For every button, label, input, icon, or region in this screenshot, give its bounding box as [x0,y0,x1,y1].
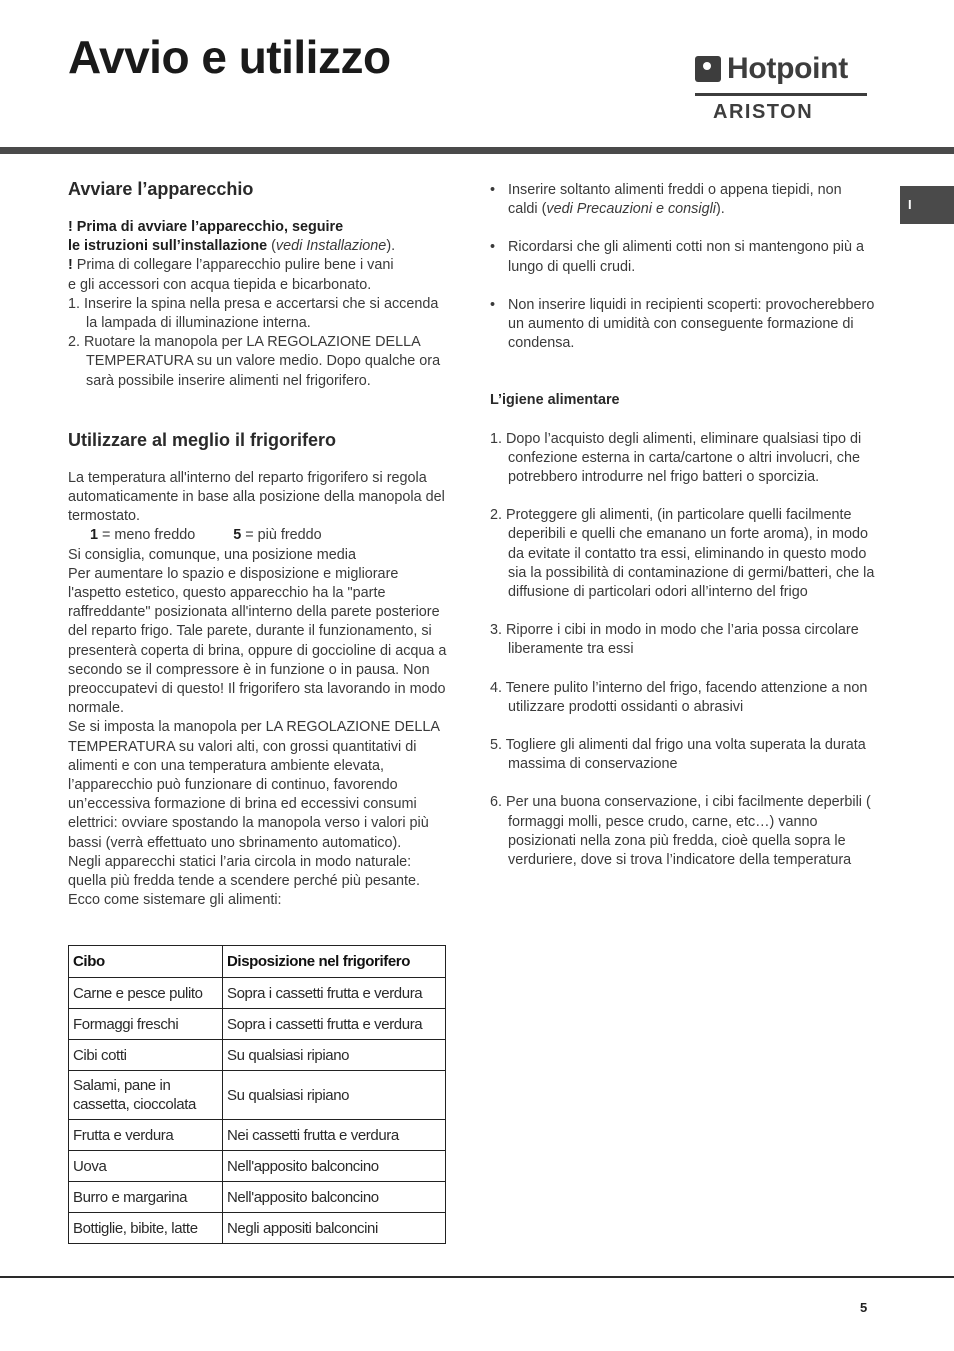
table-row [69,1213,446,1244]
warning-clean-mark: ! [68,257,73,274]
table-cell-food: Carne e pesce pulito [69,978,223,1009]
use-para-5: Negli apparecchi statici l’aria circola in modo naturale: quella più fredda tende a scendere perché più pesante. Ecco come sistemare gli alimenti: [68,853,421,909]
warning-clean [68,256,448,294]
table-row [69,1120,446,1151]
table-row [69,1182,446,1213]
page-title: Avvio e utilizzo [68,31,391,83]
thermostat-scale [68,526,448,545]
warning-install-bold-a: ! Prima di avviare l’apparecchio, seguire [68,219,344,235]
food-placement-table [68,945,446,1244]
table-cell-placement: Nell'apposito balconcino [223,1151,446,1182]
table-cell-placement: Sopra i cassetti frutta e verdura [223,978,446,1009]
table-header-row [69,946,446,978]
table-cell-food: Salami, pane in cassetta, cioccolata [69,1071,223,1120]
warning-clean-text-b: e gli accessori con acqua tiepida e bicarbonato. [68,276,372,293]
table-row [69,1040,446,1071]
table-cell-placement: Su qualsiasi ripiano [223,1071,446,1120]
table-cell-food: Frutta e verdura [69,1120,223,1151]
page-number: 5 [860,1300,868,1315]
footer-divider [0,1276,954,1278]
logo-sub-text: ARISTON [713,101,814,123]
header-divider-bar [0,147,954,154]
start-step-1: 1. Inserire la spina nella presa e accertarsi che si accenda la lampada di illuminazione interna. [68,295,439,332]
bullet-icon: • [490,182,496,198]
table-cell-food: Cibi cotti [69,1040,223,1071]
brand-logo [693,52,869,124]
table-cell-food: Burro e margarina [69,1182,223,1213]
logo-brand-text: Hotpoint [727,52,848,85]
tip-bullet-1 [490,181,875,219]
table-row [69,1009,446,1040]
hygiene-item: 6. Per una buona conservazione, i cibi facilmente deperbili ( formaggi molli, pesce crudo, carne, etc…) vanno posizionati nella zona più fredda, cioè quella sopra le verduriere, dove si trova l’indicatore della temperatura [490,794,871,869]
scale-5-number: 5 [233,527,242,544]
tip-text-3: Non inserire liquidi in recipienti scoperti: provocherebbero un aumento di umidità con conseguente formazione di condensa. [508,296,875,352]
use-para-1: La temperatura all'interno del reparto frigorifero si regola automaticamente in base alla posizione della manopola del termostato. [68,469,445,525]
warning-install: ! Prima di avviare l’apparecchio, seguire le istruzioni sull’installazione (vedi Installazione). [68,219,396,255]
hotpoint-logo-icon [695,56,721,82]
section-heading-use: Utilizzare al meglio il frigorifero [68,429,337,450]
bullet-icon: • [490,296,496,313]
language-tab: I [900,186,954,224]
table-cell-placement: Nei cassetti frutta e verdura [223,1120,446,1151]
bullet-icon: • [490,239,496,256]
table-cell-placement: Negli appositi balconcini [223,1213,446,1244]
table-row [69,978,446,1009]
table-header-placement: Disposizione nel frigorifero [223,946,446,978]
right-column [490,181,875,870]
warning-install-bold-b: le istruzioni sull’installazione [68,238,268,255]
scale-1-label: = meno freddo [98,527,196,544]
table-cell-placement: Nell'apposito balconcino [223,1182,446,1213]
hygiene-item: 1. Dopo l’acquisto degli alimenti, eliminare qualsiasi tipo di confezione esterna in carta/cartone o altri involucri, che potrebbero introdurre nel frigo batteri o sporcizia. [490,430,862,486]
table-cell-placement: Su qualsiasi ripiano [223,1040,446,1071]
use-para-3: Per aumentare lo spazio e disposizione e migliorare l'aspetto estetico, questo apparecchio ha la "parte raffreddante" posizionata all'interno della parete posteriore del reparto frigo. Tale parete, durante il funzionamento, si presenterà coperta di brina, oppure di goccioline di acqua a secondo se il compressore è in funzione o in pausa. Non preoccupatevi di questo! Il frigorifero sta lavorando in modo normale. [68,565,447,717]
tip-bullet-2 [490,238,875,276]
hygiene-item: 4. Tenere pulito l’interno del frigo, facendo attenzione a non utilizzare prodotti ossidanti o abrasivi [490,679,868,715]
scale-5-label: = più freddo [241,527,322,544]
tip-ref: vedi Precauzioni e consigli [546,201,716,218]
warning-install-ref: vedi Installazione [275,238,387,255]
tip-text-1b: ). [715,201,725,218]
section-heading-start: Avviare l’apparecchio [68,179,254,199]
table-cell-food: Formaggi freschi [69,1009,223,1040]
table-row [69,1151,446,1182]
table-cell-food: Uova [69,1151,223,1182]
table-cell-food: Bottiglie, bibite, latte [69,1213,223,1244]
hygiene-heading: L’igiene alimentare [490,392,620,409]
left-column [68,176,448,911]
scale-1-number: 1 [90,527,99,544]
hygiene-item: 2. Proteggere gli alimenti, (in particolare quelli facilmente deperibili e quelli che emanano un forte aroma), in modo da evitate il contatto tra essi, eliminando in questo modo sia la possibilità di contaminazione di germi/batteri, che la diffusione di particolari odori all’interno del frigo [490,507,875,601]
table-row [69,1071,446,1120]
tip-text-1a: Inserire soltanto alimenti freddi o appena tiepidi, non caldi ( [508,182,842,218]
logo-divider [695,93,867,96]
hygiene-item: 3. Riporre i cibi in modo in modo che l’aria possa circolare liberamente tra essi [490,622,859,658]
table-header-food: Cibo [69,946,223,978]
warning-clean-text-a: Prima di collegare l’apparecchio pulire bene i vani [72,257,394,274]
use-para-2: Si consiglia, comunque, una posizione media [68,546,356,563]
tip-bullet-3 [490,296,875,354]
use-para-4: Se si imposta la manopola per LA REGOLAZIONE DELLA TEMPERATURA su valori alti, con grossi quantitativi di alimenti e con una temperatura ambiente elevata, l’apparecchio può funzionare di continuo, favorendo un’eccessiva formazione di brina ed eccessivi consumi elettrici: ovviare spostando la manopola verso i valori più bassi (verrà effettuato uno sbrinamento automatico). [68,719,440,851]
hygiene-item: 5. Togliere gli alimenti dal frigo una volta superata la durata massima di conservazione [490,737,866,773]
tip-text-2: Ricordarsi che gli alimenti cotti non si mantengono più a lungo di quelli crudi. [508,239,864,275]
start-step-2: 2. Ruotare la manopola per LA REGOLAZIONE DELLA TEMPERATURA su un valore medio. Dopo qualche ora sarà possibile inserire alimenti nel frigorifero. [68,334,441,389]
table-cell-placement: Sopra i cassetti frutta e verdura [223,1009,446,1040]
